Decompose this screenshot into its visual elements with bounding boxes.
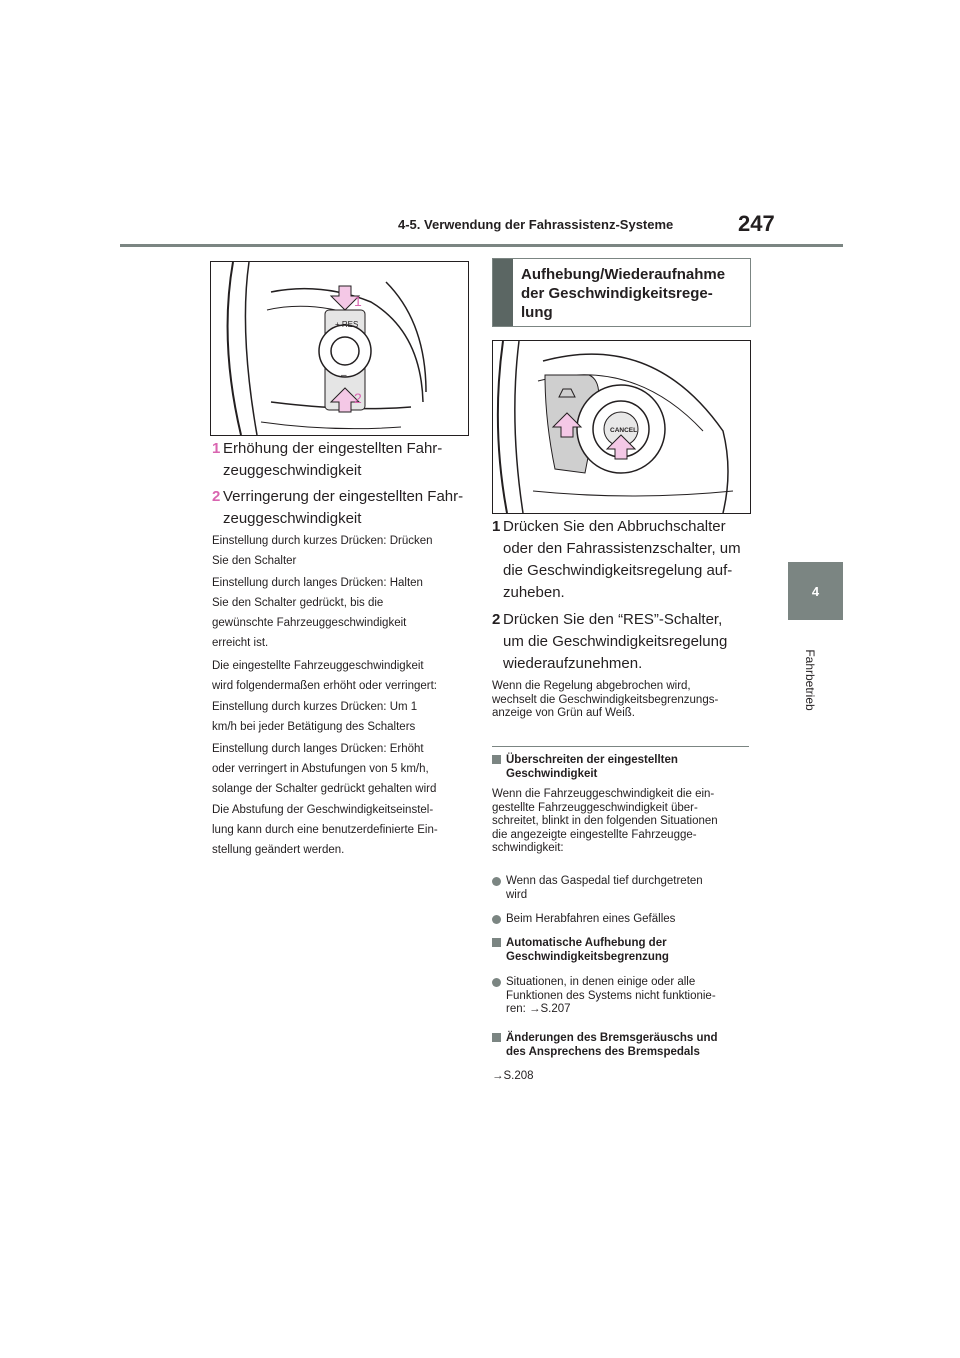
paragraph: Die eingestellte Fahrzeuggeschwindigkeit wird folgendermaßen erhöht oder verringert:: [212, 660, 438, 692]
step-number: 1: [492, 518, 501, 535]
page-reference-link[interactable]: →S.208: [492, 1070, 534, 1082]
bullet-text: Wenn das Gaspedal tief durchgetreten wird: [506, 875, 703, 901]
cancel-switch-illustration: [493, 341, 750, 513]
cancel-switch-figure: [492, 340, 751, 514]
square-bullet-icon: [492, 755, 501, 764]
section-heading: Aufhebung/Wiederaufnahme der Geschwindigkeitsrege- lung: [521, 266, 726, 321]
step-text: Drücken Sie den “RES”-Schalter, um die Geschwindigkeitsregelung wiederaufzunehmen.: [503, 611, 728, 672]
chapter-tab: [788, 562, 843, 620]
steering-switch-illustration: [211, 262, 468, 435]
subheading-text: Automatische Aufhebung der Geschwindigkeitsbegrenzung: [506, 937, 669, 963]
step-number: 1: [212, 440, 221, 457]
square-bullet-icon: [492, 1033, 501, 1042]
paragraph: Einstellung durch langes Drücken: Halten Sie den Schalter gedrückt, bis die gewünschte Fahrzeuggeschwindigkeit erreicht ist.: [212, 577, 423, 649]
chapter-label-text: Fahrbetrieb: [803, 649, 817, 711]
header-divider: [120, 244, 843, 247]
section-heading-bar: [493, 259, 513, 326]
callout-1: 1: [354, 293, 362, 309]
subheading-text: Überschreiten der eingestellten Geschwindigkeit: [506, 754, 678, 780]
paragraph: Die Abstufung der Geschwindigkeitseinstel- lung kann durch eine benutzerdefinierte Ein- stellung geändert werden.: [212, 804, 438, 856]
section-header-title: 4-5. Verwendung der Fahrassistenz-Systeme: [398, 217, 674, 232]
paragraph: Wenn die Regelung abgebrochen wird, wechselt die Geschwindigkeitsbegrenzungs- anzeige von Grün auf Weiß.: [492, 680, 719, 719]
round-bullet-icon: [492, 978, 501, 987]
steering-switch-figure: [210, 261, 469, 436]
paragraph: Einstellung durch kurzes Drücken: Drücken Sie den Schalter: [212, 535, 433, 567]
step-text: Drücken Sie den Abbruchschalter oder den Fahrassistenzschalter, um die Geschwindigkeitsregelung auf- zuheben.: [503, 518, 741, 601]
paragraph: Wenn die Fahrzeuggeschwindigkeit die ein- gestellte Fahrzeuggeschwindigkeit über- schreitet, blinkt in den folgenden Situationen die angezeigte eingestellte Fahrzeugge- schwindigkeit:: [492, 788, 718, 854]
paragraph: Einstellung durch langes Drücken: Erhöht oder verringert in Abstufungen von 5 km/h, solange der Schalter gedrückt gehalten wird: [212, 743, 437, 795]
paragraph: Einstellung durch kurzes Drücken: Um 1 km/h bei jeder Betätigung des Schalters: [212, 701, 418, 733]
round-bullet-icon: [492, 877, 501, 886]
minus-label: –: [341, 370, 347, 381]
bullet-text: Situationen, in denen einige oder alle Funktionen des Systems nicht funktionie- ren: →S.207: [506, 976, 716, 1015]
cancel-label: CANCEL: [610, 427, 638, 434]
divider: [492, 746, 749, 747]
step-text: Erhöhung der eingestellten Fahr- zeuggeschwindigkeit: [223, 440, 443, 479]
section-heading-box: [492, 258, 751, 327]
round-bullet-icon: [492, 915, 501, 924]
chapter-tab-label: [800, 630, 820, 730]
square-bullet-icon: [492, 938, 501, 947]
subheading-text: Änderungen des Bremsgeräuschs und des Ansprechens des Bremspedals: [506, 1032, 718, 1058]
callout-2: 2: [354, 390, 362, 406]
step-number: 2: [212, 488, 221, 505]
chapter-number: 4: [811, 583, 820, 599]
step-text: Verringerung der eingestellten Fahr- zeuggeschwindigkeit: [223, 488, 464, 527]
step-number: 2: [492, 611, 501, 628]
bullet-text: Beim Herabfahren eines Gefälles: [506, 913, 676, 925]
res-plus-label: + RES: [335, 320, 359, 329]
page-number: 247: [738, 211, 775, 236]
